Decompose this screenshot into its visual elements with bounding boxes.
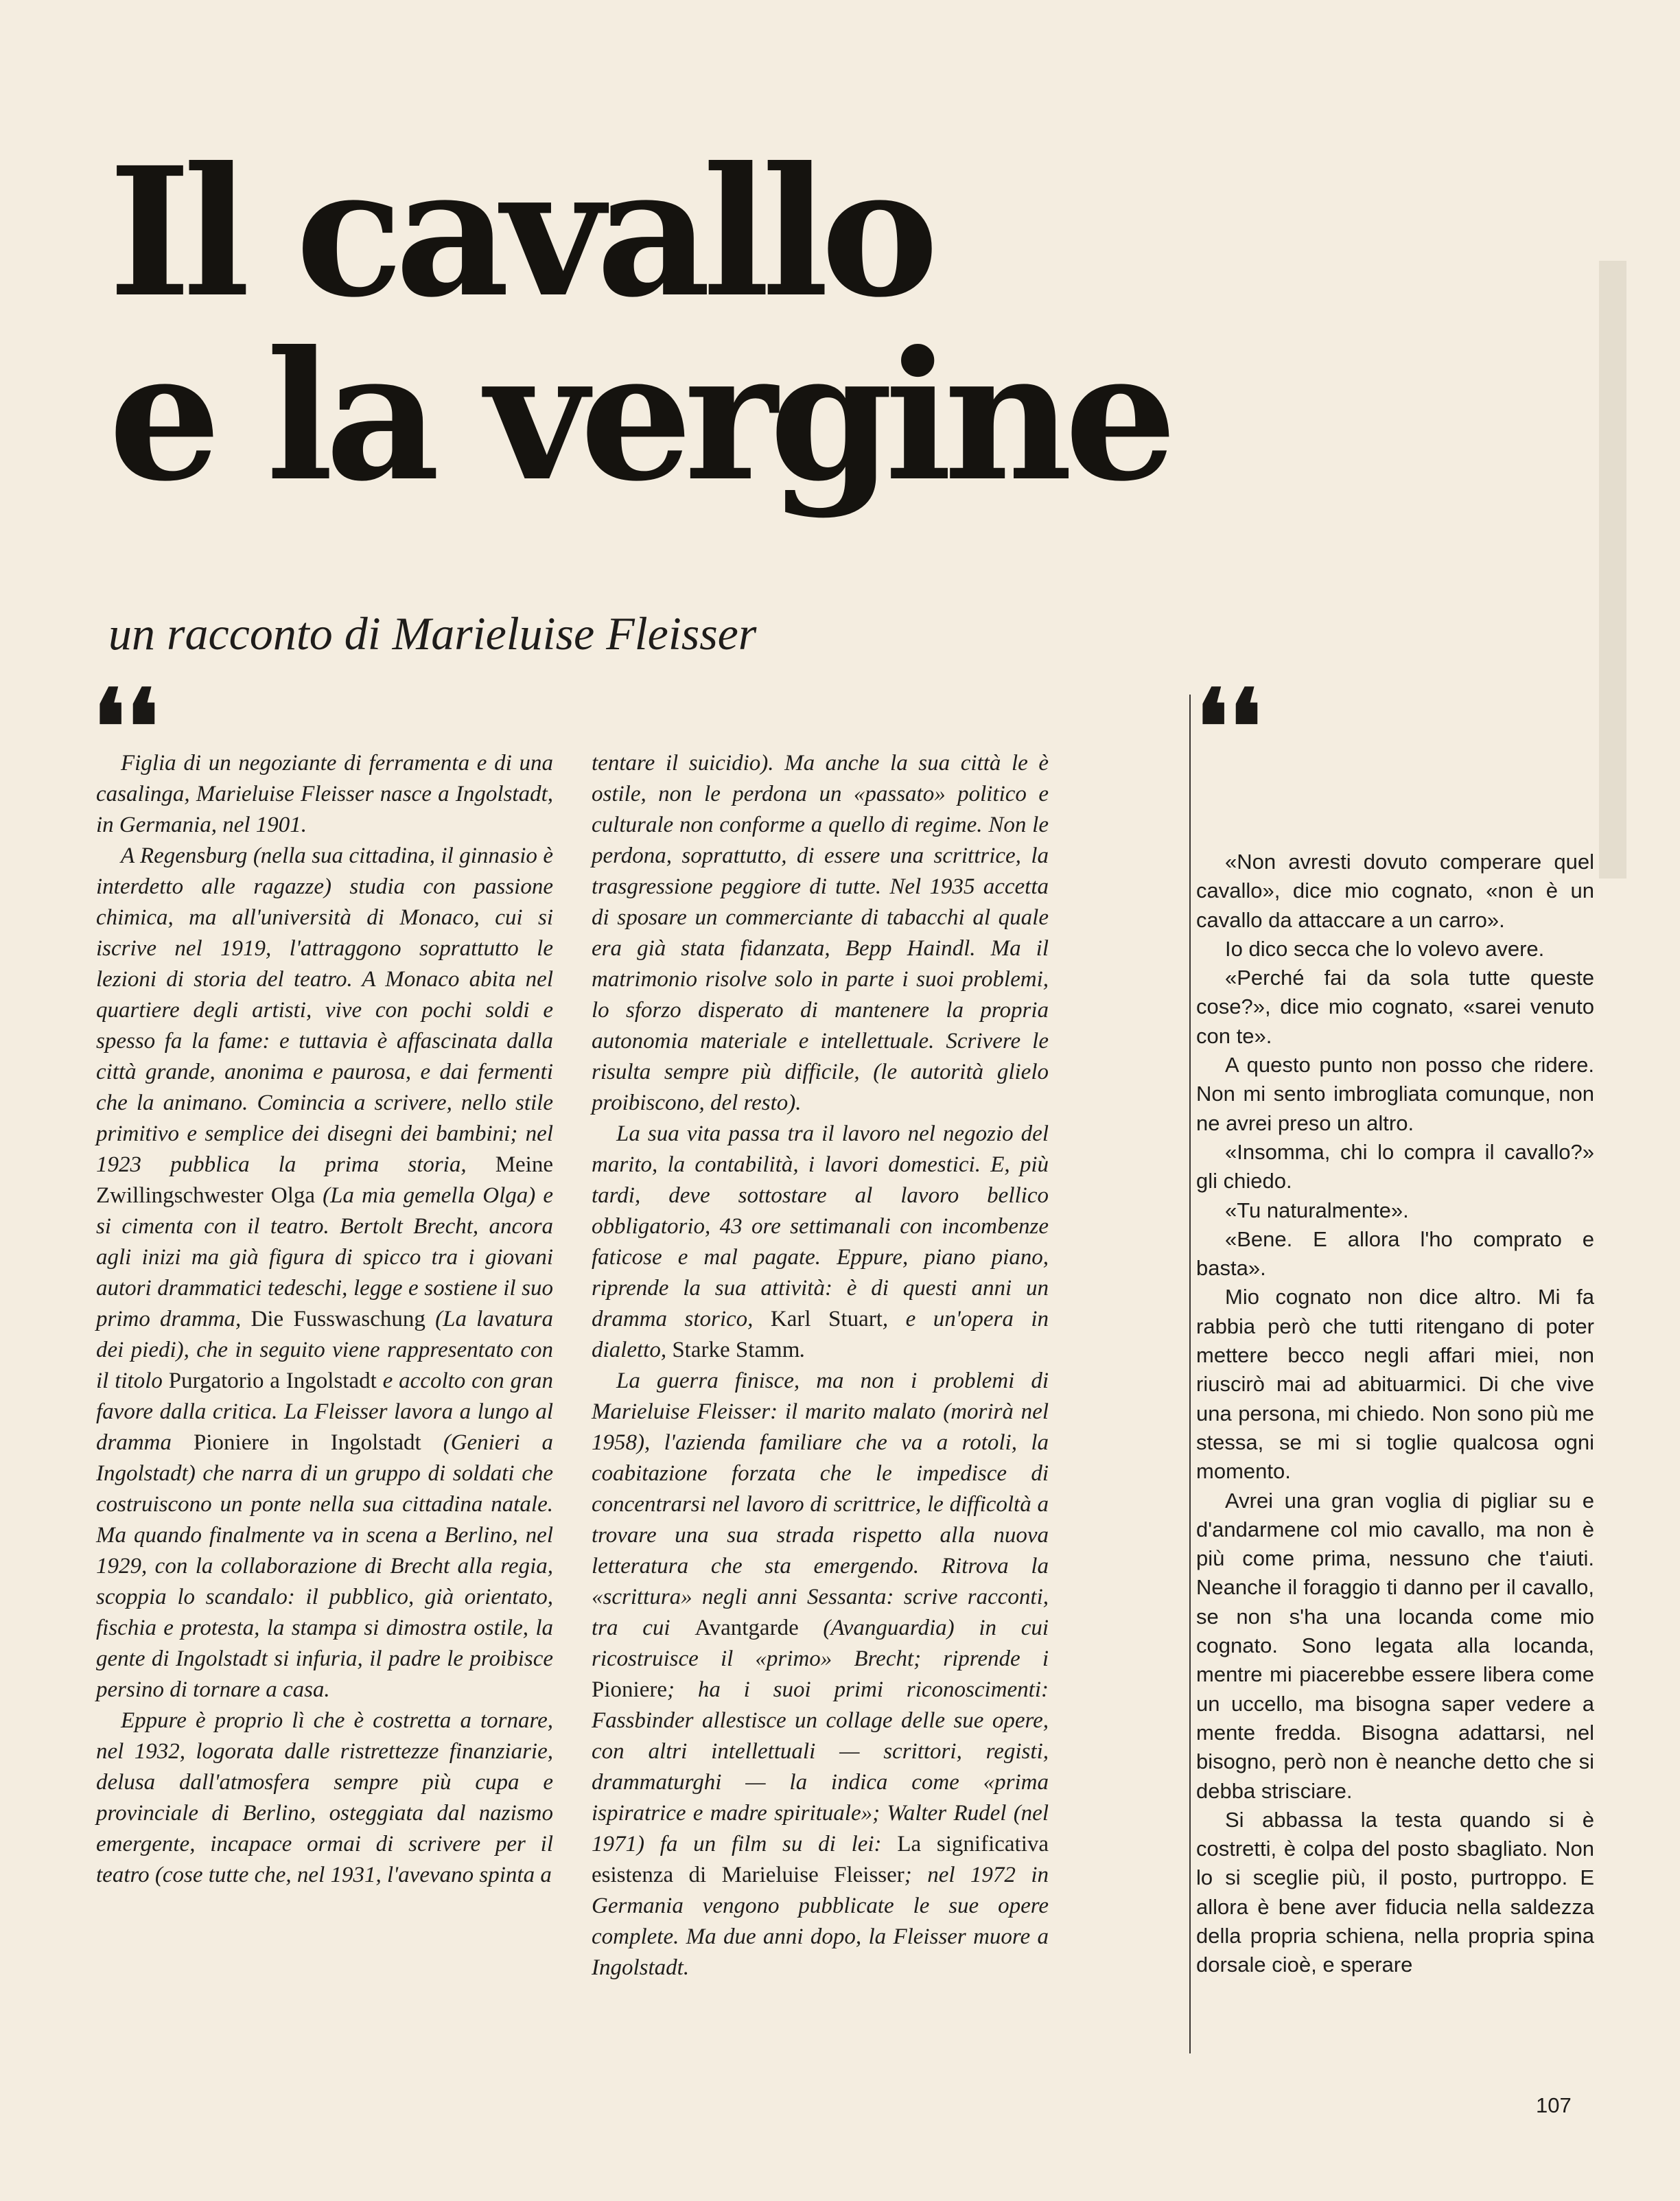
intro-text: . (800, 1338, 806, 1362)
bleed-bar (1599, 261, 1626, 878)
work-title: Pioniere in Ingolstadt (194, 1430, 421, 1455)
story-paragraph: Avrei una gran voglia di pigliar su e d'andarmene col mio cavallo, ma non è più come prima, nessuno che t'aiuti. Neanche il foraggio ti danno per il cavallo, se non s'ha una locanda come mio cognato. Sono legata alla locanda, mentre mi piacerebbe essere libera come un uccello, ma bisogna saper vedere a mente fredda. Bisogna adattarsi, nel bisogno, però non è neanche detto che si debba strisciare. (1196, 1488, 1594, 1803)
title-line-2: e la vergine (108, 312, 1169, 520)
story-column (1196, 848, 1594, 1980)
work-title: Die Fusswaschung (250, 1307, 425, 1331)
intro-text: ; ha i suoi primi riconoscimenti: Fassbinder allestisce un collage delle sue opere, con altri intellettuali — scrittori, registi, drammaturghi — la indica come «prima ispiratrice e madre spirituale»; Walter Rudel (nel 1971) fa un film su di lei: (592, 1677, 1049, 1856)
story-paragraph: Io dico secca che lo volevo avere. (1225, 936, 1545, 961)
intro-text: La sua vita passa tra il lavoro nel negozio del marito, la contabilità, i lavori domestici. E, più tardi, deve sottostare al lavoro bellico obbligatorio, 43 ore settimanali con incombenze faticose e mal pagate. Eppure, piano piano, riprende la sua attività: è di questi anni un dramma storico, (592, 1121, 1049, 1331)
story-quote-icon: ❛❛ (1195, 667, 1262, 788)
intro-text: , e un'opera in dialetto, (592, 1307, 1049, 1362)
story-paragraph: Mio cognato non dice altro. Mi fa rabbia però che tutti ritengano di poter mettere becco negli affari miei, non riuscirò mai ad abituarmici. Di che vive una persona, mi chiedo. Non sono più me stessa, se mi si toglie qualcosa ogni momento. (1196, 1285, 1594, 1484)
intro-column-2 (592, 748, 1049, 1983)
intro-paragraph (96, 841, 553, 1705)
intro-paragraph (592, 1119, 1049, 1366)
intro-text: ; nel 1972 in Germania vengono pubblicate le sue opere complete. Ma due anni dopo, la Fleisser muore a Ingolstadt. (592, 1863, 1049, 1980)
article-title (108, 128, 1169, 520)
work-title: Starke Stamm (672, 1338, 800, 1362)
title-line-1: Il cavallo (108, 128, 931, 336)
page-number: 107 (1536, 2093, 1572, 2117)
story-paragraph: «Non avresti dovuto comperare quel cavallo», dice mio cognato, «non è un cavallo da attaccare a un carro». (1196, 850, 1594, 932)
story-paragraph: Si abbassa la testa quando si è costretti, è colpa del posto sbagliato. Non lo si sceglie più, il posto, purtroppo. E allora è bene aver fiducia nella saldezza della propria schiena, nella propria spina dorsale cioè, e sperare (1196, 1807, 1594, 1977)
intro-text: La guerra finisce, ma non i problemi di Marieluise Fleisser: il marito malato (morirà nel 1958), l'azienda familiare che va a rotoli, la coabitazione forzata che le impedisce di concentrarsi nel lavoro di scrittrice, le difficoltà a trovare una sua strada rispetto alla nuova letteratura che sta emergendo. Ritrova la «scrittura» negli anni Sessanta: scrive racconti, tra cui (592, 1369, 1049, 1640)
work-title: Meine Zwillingschwester Olga (96, 1152, 553, 1208)
story-paragraph: «Tu naturalmente». (1225, 1198, 1409, 1222)
intro-text: e accolto con gran favore dalla critica. La Fleisser lavora a lungo al dramma (96, 1369, 553, 1455)
work-title: Avantgarde (695, 1616, 799, 1640)
intro-paragraph: Eppure è proprio lì che è costretta a tornare, nel 1932, logorata dalle ristrettezze finanziarie, delusa dall'atmosfera sempre più cupa e provinciale di Berlino, osteggiata dal nazismo emergente, incapace ormai di scrivere per il teatro (cose tutte che, nel 1931, l'avevano spinta a (96, 1708, 553, 1887)
intro-text: (La lavatura dei piedi), che in seguito viene rappresentato con il titolo (96, 1307, 554, 1393)
intro-text: (La mia gemella Olga) e si cimenta con il teatro. Bertolt Brecht, ancora agli inizi ma già figura di spicco tra i giovani autori drammatici tedeschi, legge e sostiene il suo primo dramma, (96, 1183, 553, 1331)
article-byline: un racconto di Marieluise Fleisser (108, 607, 757, 660)
work-title: Karl Stuart (770, 1307, 883, 1331)
intro-column-1 (96, 748, 553, 1891)
opening-quote-icon: ❛❛ (93, 667, 159, 788)
intro-text: (Genieri a Ingolstadt) che narra di un gruppo di soldati che costruiscono un ponte nella sua cittadina natale. Ma quando finalmente va in scena a Berlino, nel 1929, con la collaborazione di Brecht alla regia, scoppia lo scandalo: il pubblico, già orientato, fischia e protesta, la stampa si dimostra ostile, la gente di Ingolstadt si infuria, il padre le proibisce persino di tornare a casa. (96, 1430, 554, 1702)
column-divider (1189, 695, 1191, 2053)
intro-paragraph: Figlia di un negoziante di ferramenta e di una casalinga, Marieluise Fleisser nasce a Ingolstadt, in Germania, nel 1901. (96, 751, 553, 837)
intro-paragraph: tentare il suicidio). Ma anche la sua città le è ostile, non le perdona un «passato» politico e culturale non conforme a quello di regime. Non le perdona, soprattutto, di essere una scrittrice, la trasgressione peggiore di tutte. Nel 1935 accetta di sposare un commerciante di tabacchi al quale era già stata fidanzata, Bepp Haindl. Ma il matrimonio risolve solo in parte i suoi problemi, lo sforzo disperato di mantenere la propria autonomia materiale e intellettuale. Scrivere le risulta sempre più difficile, (le autorità glielo proibiscono, del resto). (592, 751, 1049, 1115)
intro-text: A Regensburg (nella sua cittadina, il ginnasio è interdetto alle ragazze) studia con passione chimica, ma all'università di Monaco, cui si iscrive nel 1919, l'attraggono soprattutto le lezioni di storia del teatro. A Monaco abita nel quartiere degli artisti, vive con pochi soldi e spesso fa la fame: e tuttavia è affascinata dalla città grande, anonima e paurosa, e dai fermenti che la animano. Comincia a scrivere, nello stile primitivo e semplice dei disegni dei bambini; nel 1923 pubblica la prima storia, (96, 843, 553, 1177)
work-title: Pioniere (592, 1677, 667, 1702)
story-paragraph: A questo punto non posso che ridere. Non mi sento imbrogliata comunque, non ne avrei preso un altro. (1196, 1053, 1594, 1135)
work-title: Purgatorio a Ingolstadt (168, 1369, 377, 1393)
work-title: La significativa esistenza di Marieluise Fleisser (592, 1832, 1049, 1887)
story-paragraph: «Insomma, chi lo compra il cavallo?» gli chiedo. (1196, 1139, 1594, 1193)
intro-paragraph (592, 1366, 1049, 1983)
story-paragraph: «Perché fai da sola tutte queste cose?», dice mio cognato, «sarei venuto con te». (1196, 966, 1594, 1048)
story-paragraph: «Bene. E allora l'ho comprato e basta». (1196, 1226, 1594, 1281)
intro-text: (Avanguardia) in cui ricostruisce il «primo» Brecht; riprende i (592, 1616, 1049, 1671)
